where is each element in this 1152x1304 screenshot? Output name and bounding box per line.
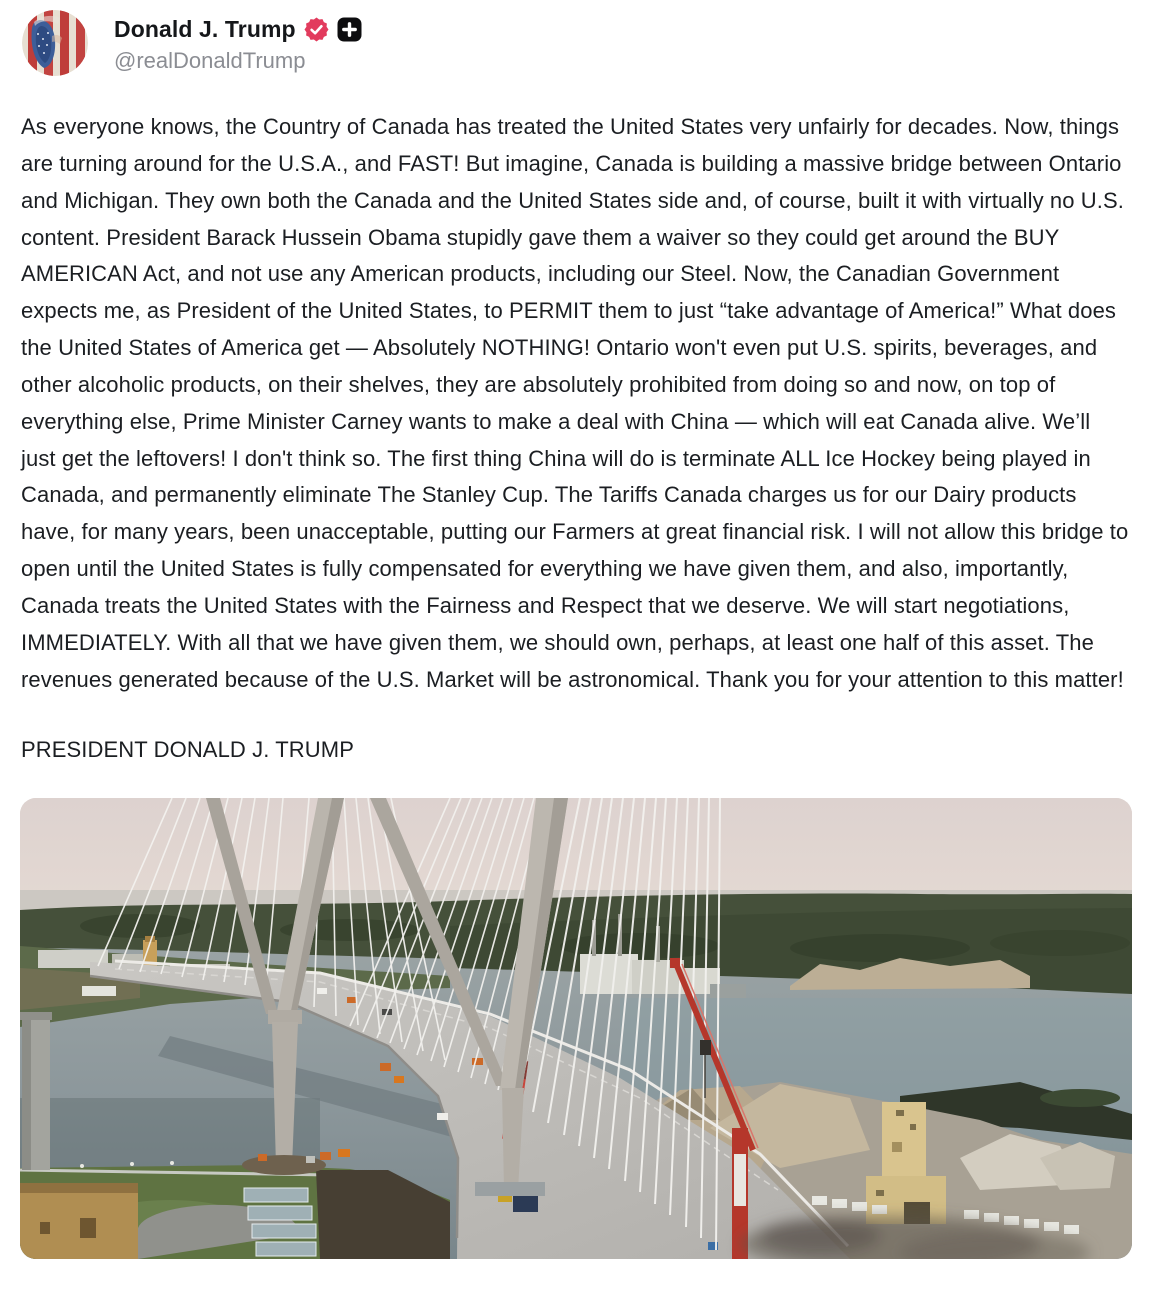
post-signature: PRESIDENT DONALD J. TRUMP: [21, 736, 354, 762]
post-photo[interactable]: [20, 798, 1132, 1259]
author-name-row: [114, 16, 362, 43]
avatar[interactable]: [22, 10, 88, 76]
verified-badge-icon: [304, 17, 329, 42]
post-body: As everyone knows, the Country of Canada has treated the United States very unfairly for decades. Now, things are turning around for the U.S.A., and FAST! But imagine, Canada is building a massive bridge between Ontario and Michigan. They own both the Canada and the United States side and, of course, built it with virtually no U.S. content. President Barack Hussein Obama stupidly gave them a waiver so they could get around the BUY AMERICAN Act, and not use any American products, including our Steel. Now, the Canadian Government expects me, as President of the United States, to PERMIT them to just “take advantage of America!” What does the United States of America get — Absolutely NOTHING! Ontario won't even put U.S. spirits, beverages, and other alcoholic products, on their shelves, they are absolutely prohibited from doing so and now, on top of everything else, Prime Minister Carney wants to make a deal with China — which will eat Canada alive. We’ll just get the leftovers! I don't think so. The first thing China will do is terminate ALL Ice Hockey being played in Canada, and permanently eliminate The Stanley Cup. The Tariffs Canada charges us for our Dairy products have, for many years, been unacceptable, putting our Farmers at great financial risk. I will not allow this bridge to open until the United States is fully compensated for everything we have given them, and also, importantly, Canada treats the United States with the Fairness and Respect that we deserve. We will start negotiations, IMMEDIATELY. With all that we have given them, we should own, perhaps, at least one half of this asset. The revenues generated because of the U.S. Market will be astronomical. Thank you for your attention to this matter!: [21, 114, 1129, 692]
author-display-name[interactable]: Donald J. Trump: [114, 16, 296, 42]
author-identity: [114, 10, 362, 74]
plus-badge-icon: [337, 17, 362, 42]
post-header: [0, 0, 1152, 76]
flag-face-avatar-image: [22, 10, 88, 76]
author-handle[interactable]: @realDonaldTrump: [114, 48, 306, 73]
bridge-photo-illustration: [20, 798, 1132, 1259]
